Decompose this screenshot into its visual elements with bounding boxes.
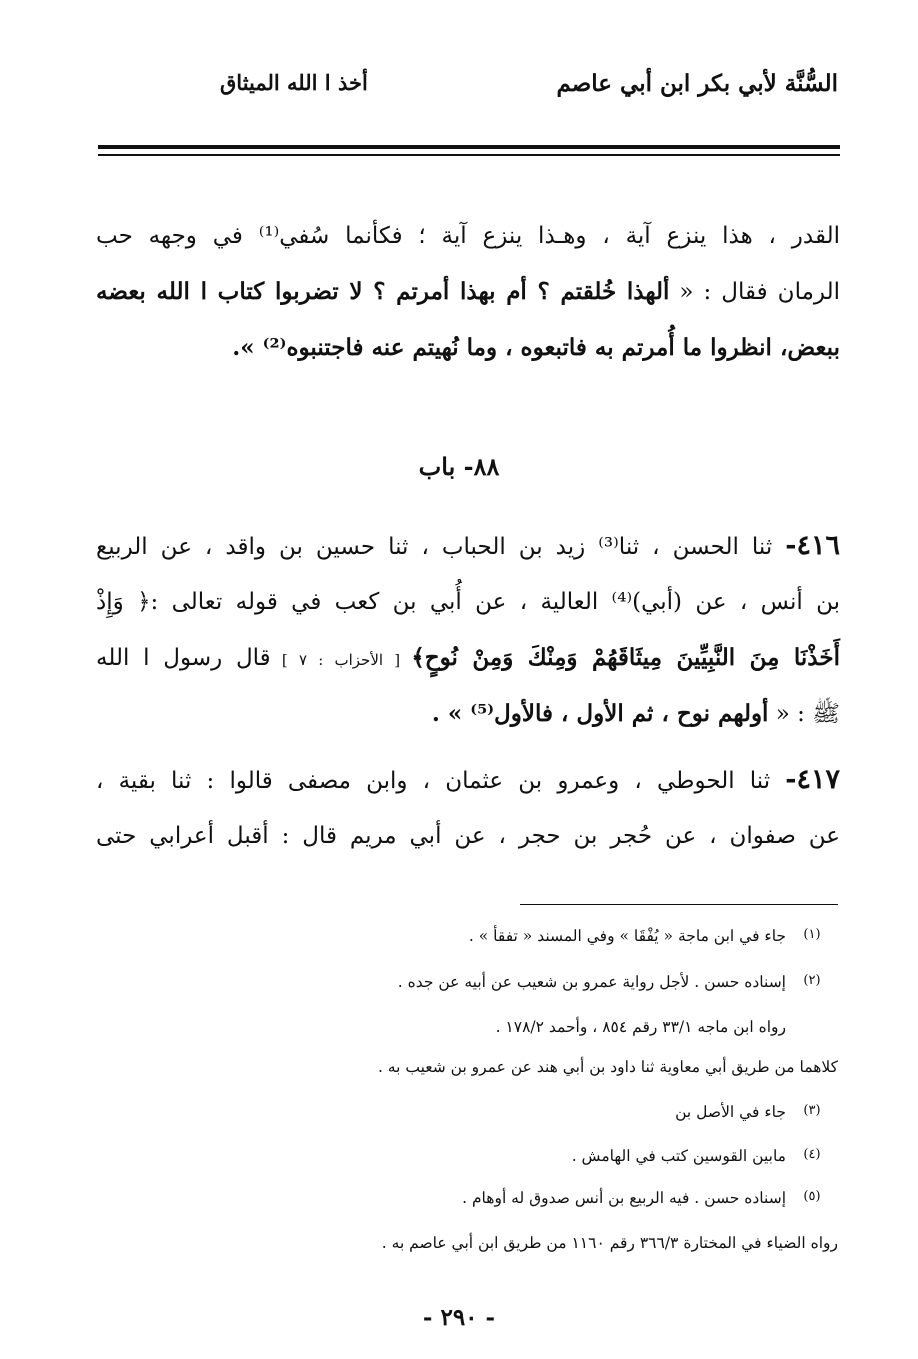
quran-verse-line: أَخَذْنَا مِنَ النَّبِيِّينَ مِيثَاقَهُمْ وَمِنْكَ وَمِنْ نُوحٍ﴾ [ الأحزاب : ٧ ] قال رسول ا الله xyxy=(96,644,840,671)
section-heading: ٨٨- باب xyxy=(418,452,500,481)
running-header-book-title: السُّنَّة لأبي بكر ابن أبي عاصم xyxy=(556,70,838,97)
text-line: ٤١٧- ثنا الحوطي ، وعمرو بن عثمان ، وابن مصفى قالوا : ثنا بقية ، xyxy=(96,764,840,795)
text-line: ﷺ : « أولهم نوح ، ثم الأول ، فالأول⁽⁵⁾ » . xyxy=(431,700,840,727)
footnote: (٥)إسناده حسن . فيه الربيع بن أنس صدوق له أوهام . xyxy=(78,1182,838,1212)
footnote: (٣)جاء في الأصل بن xyxy=(78,1096,838,1126)
running-header-chapter-title: أخذ ا الله الميثاق xyxy=(220,70,368,95)
footnote-continuation: رواه ابن ماجه ٣٣/١ رقم ٨٥٤ ، وأحمد ١٧٨/٢ . xyxy=(495,1018,786,1036)
footnote: (٤)مابين القوسين كتب في الهامش . xyxy=(78,1140,838,1170)
hadith-number: ٤١٦- xyxy=(785,530,840,561)
footnote-marker: (٣) xyxy=(803,1103,821,1118)
header-rule-thin xyxy=(98,154,840,156)
footnote-marker: (١) xyxy=(803,927,821,942)
footnote: (١)جاء في ابن ماجة « يُفْقَا » وفي المسند « تفقأ » . xyxy=(78,920,838,950)
hadith-416 xyxy=(96,518,840,742)
footnote-marker: (٥) xyxy=(803,1189,821,1204)
page-number: - ٢٩٠ - xyxy=(422,1304,496,1331)
text-line: القدر ، هذا ينزع آية ، وهـذا ينزع آية ؛ فكأنما سُفي⁽¹⁾ في وجهه حب xyxy=(96,223,840,249)
footnote-separator xyxy=(520,904,838,905)
text-line: عن صفوان ، عن حُجر بن حجر ، عن أبي مريم قال : أقبل أعرابي حتى xyxy=(96,823,840,849)
text-line: ببعض، انظروا ما أُمرتم به فاتبعوه ، وما نُهيتم عنه فاجتنبوه⁽²⁾ ». xyxy=(232,334,840,361)
hadith-number: ٤١٧- xyxy=(785,764,840,795)
footnote: (٢)إسناده حسن . لأجل رواية عمرو بن شعيب عن أبيه عن جده . xyxy=(78,966,838,996)
footnote-marker: (٢) xyxy=(803,973,821,988)
text-line: الرمان فقال : « ألهذا خُلقتم ؟ أم بهذا أمرتم ؟ لا تضربوا كتاب ا الله بعضه xyxy=(96,278,840,305)
footnote-continuation: كلاهما من طريق أبي معاوية ثنا داود بن أبي هند عن عمرو بن شعيب به . xyxy=(377,1058,838,1076)
hadith-417 xyxy=(96,752,840,864)
paragraph-continuation xyxy=(96,208,840,376)
verse-reference: [ الأحزاب : ٧ ] xyxy=(270,651,412,669)
footnote-marker: (٤) xyxy=(803,1147,821,1162)
text-line: ٤١٦- ثنا الحسن ، ثنا⁽³⁾ زيد بن الحباب ، ثنا حسين بن واقد ، عن الربيع xyxy=(96,530,840,561)
text-line: بن أنس ، عن (أبي)⁽⁴⁾ العالية ، عن أُبي بن كعب في قوله تعالى :﴿ وَإِذْ xyxy=(96,589,840,615)
footnote-continuation: رواه الضياء في المختارة ٣٦٦/٣ رقم ١١٦٠ من طريق ابن أبي عاصم به . xyxy=(381,1234,838,1252)
header-rule-thick xyxy=(98,145,840,149)
